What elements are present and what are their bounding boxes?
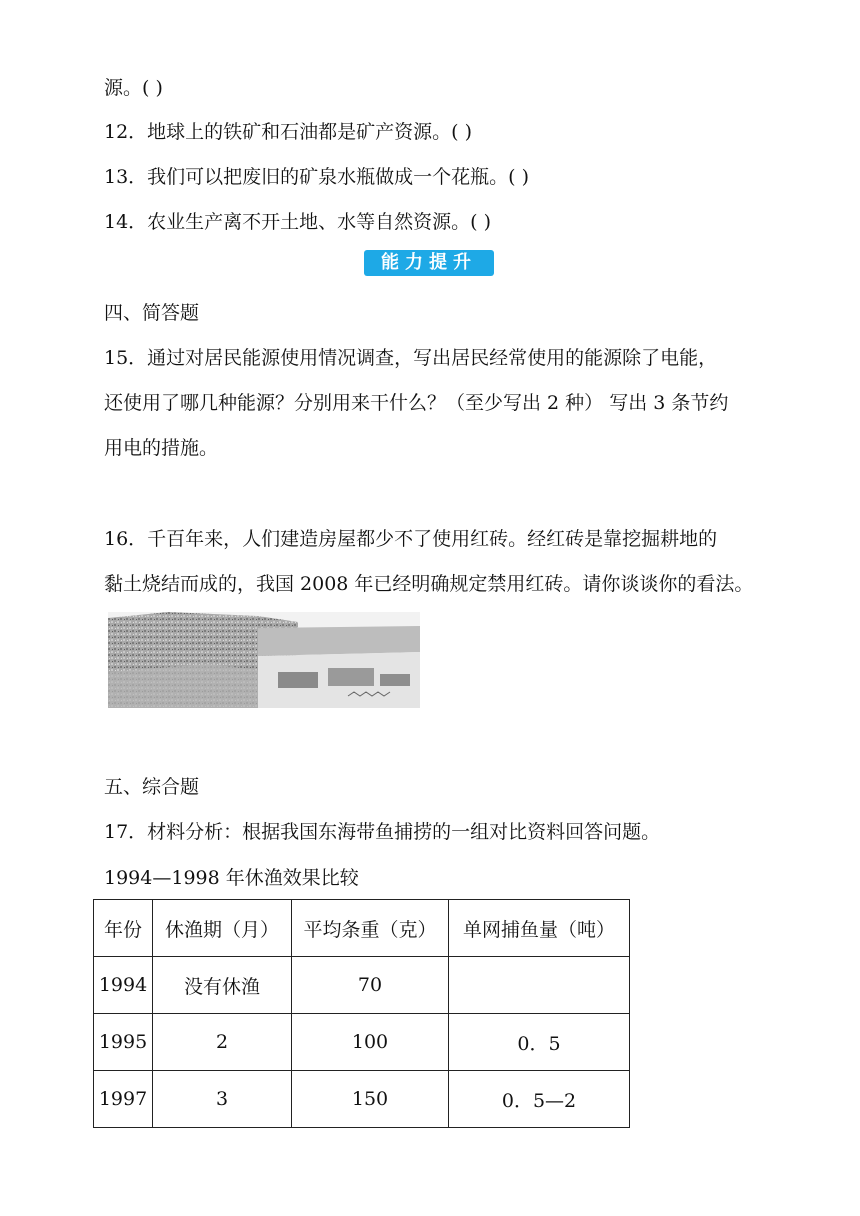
cell-year: 1995 [94,1014,153,1071]
table-row [94,957,630,1014]
cell-catch-per-net: 0．5 [449,1014,630,1071]
question-14: 14．农业生产离不开土地、水等自然资源。( ) [104,211,492,233]
table-header-row [94,900,630,957]
table-row [94,1071,630,1128]
question-17: 17．材料分析：根据我国东海带鱼捕捞的一组对比资料回答问题。 [104,821,661,843]
cell-average-weight: 150 [292,1071,449,1128]
question-13: 13．我们可以把废旧的矿泉水瓶做成一个花瓶。( ) [104,166,530,188]
cell-catch-per-net [449,957,630,1014]
question-12: 12．地球上的铁矿和石油都是矿产资源。( ) [104,121,473,143]
section-5-heading: 五、综合题 [104,776,200,798]
cell-ban-period: 没有休渔 [153,957,292,1014]
question-15-line1: 15．通过对居民能源使用情况调查，写出居民经常使用的能源除了电能， [104,347,718,369]
section-4-heading: 四、简答题 [104,302,200,324]
question-15-line2: 还使用了哪几种能源？分别用来干什么？（至少写出 2 种） 写出 3 条节约 [104,392,729,414]
cell-average-weight: 100 [292,1014,449,1071]
header-average-weight: 平均条重（克） [292,900,449,957]
clay-pit-photo [108,612,420,708]
table-row [94,1014,630,1071]
question-16-line1: 16．千百年来，人们建造房屋都少不了使用红砖。经红砖是靠挖掘耕地的 [104,528,718,550]
cell-year: 1994 [94,957,153,1014]
section-banner: 能力提升 [364,250,494,276]
question-15-line3: 用电的措施。 [104,437,219,459]
q11-tail: 源。( ) [104,77,163,99]
cell-ban-period: 2 [153,1014,292,1071]
cell-ban-period: 3 [153,1071,292,1128]
cell-catch-per-net: 0．5—2 [449,1071,630,1128]
question-16-line2: 黏土烧结而成的，我国 2008 年已经明确规定禁用红砖。请你谈谈你的看法。 [104,573,754,595]
header-year: 年份 [94,900,153,957]
cell-year: 1997 [94,1071,153,1128]
table-title: 1994—1998 年休渔效果比较 [104,867,359,889]
cell-average-weight: 70 [292,957,449,1014]
header-fishing-ban-period: 休渔期（月） [153,900,292,957]
fishing-comparison-table [93,899,630,1128]
header-catch-per-net: 单网捕鱼量（吨） [449,900,630,957]
